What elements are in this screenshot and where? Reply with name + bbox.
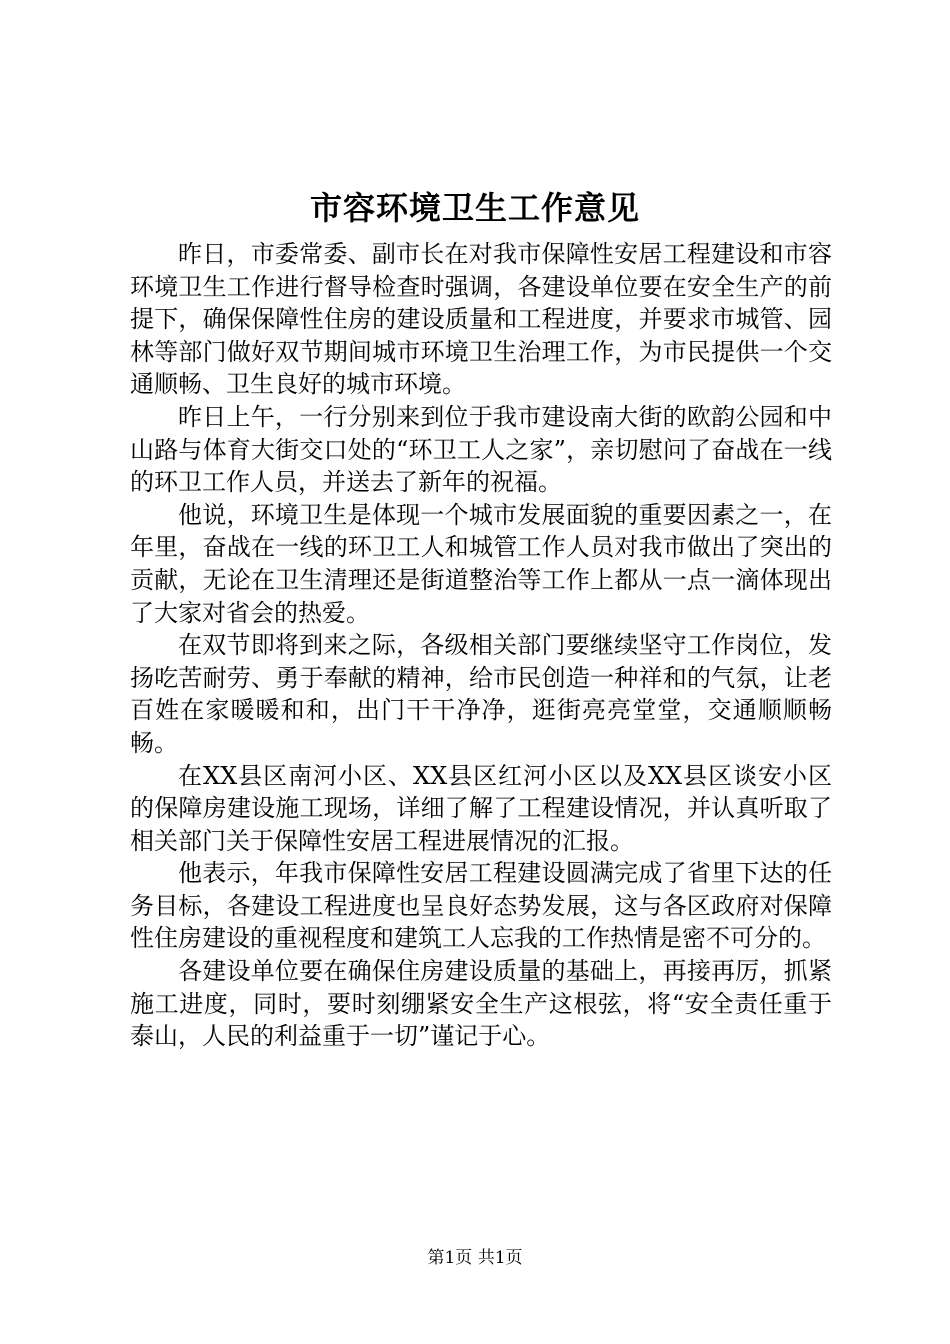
paragraph-1: 昨日，市委常委、副市长在对我市保障性安居工程建设和市容环境卫生工作进行督导检查时强调，各建设单位要在安全生产的前提下，确保保障性住房的建设质量和工程进度，并要求市城管、园林等部门做好双节期间城市环境卫生治理工作，为市民提供一个交通顺畅、卫生良好的城市环境。 (130, 240, 832, 399)
paragraph-4: 在双节即将到来之际，各级相关部门要继续坚守工作岗位，发扬吃苦耐劳、勇于奉献的精神，给市民创造一种祥和的气氛，让老百姓在家暖暖和和，出门干干净净，逛街亮亮堂堂，交通顺顺畅畅。 (130, 631, 832, 757)
paragraph-2: 昨日上午，一行分别来到位于我市建设南大街的欧韵公园和中山路与体育大街交口处的“环卫工人之家”，亲切慰问了奋战在一线的环卫工作人员，并送去了新年的祝福。 (130, 402, 832, 497)
paragraph-3: 他说，环境卫生是体现一个城市发展面貌的重要因素之一，在年里，奋战在一线的环卫工人和城管工作人员对我市做出了突出的贡献，无论在卫生清理还是街道整治等工作上都从一点一滴体现出了大家对省会的热爱。 (130, 500, 832, 627)
document-body (130, 238, 832, 1053)
page-number-footer: 第1页 共1页 (427, 1248, 523, 1268)
paragraph-7: 各建设单位要在确保住房建设质量的基础上，再接再厉，抓紧施工进度，同时，要时刻绷紧安全生产这根弦，将“安全责任重于泰山，人民的利益重于一切”谨记于心。 (130, 957, 832, 1051)
paragraph-5: 在XX县区南河小区、XX县区红河小区以及XX县区谈安小区的保障房建设施工现场，详细了解了工程建设情况，并认真听取了相关部门关于保障性安居工程进展情况的汇报。 (130, 761, 832, 855)
paragraph-6: 他表示，年我市保障性安居工程建设圆满完成了省里下达的任务目标，各建设工程进度也呈良好态势发展，这与各区政府对保障性住房建设的重视程度和建筑工人忘我的工作热情是密不可分的。 (130, 859, 832, 953)
document-title: 市容环境卫生工作意见 (309, 189, 640, 227)
